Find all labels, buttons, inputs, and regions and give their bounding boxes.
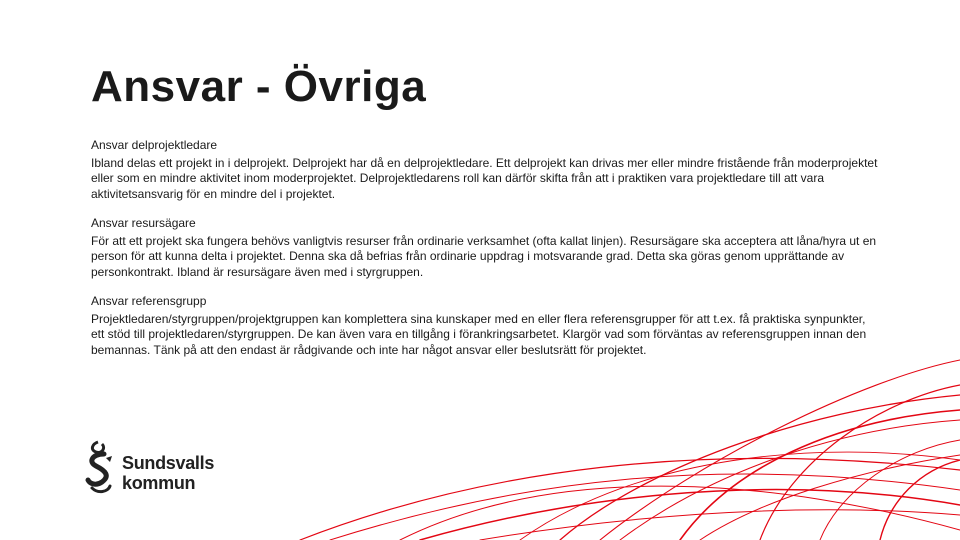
section-delprojektledare — [91, 138, 881, 202]
slide-body — [91, 138, 881, 372]
logo-line-2: kommun — [122, 473, 196, 493]
section-heading: Ansvar referensgrupp — [91, 294, 207, 308]
dragon-emblem-icon — [84, 438, 118, 496]
section-heading: Ansvar delprojektledare — [91, 138, 218, 152]
section-resursagare — [91, 216, 881, 280]
section-heading: Ansvar resursägare — [91, 216, 196, 230]
slide-title: Ansvar - Övriga — [91, 62, 427, 111]
logo-text — [122, 453, 214, 493]
section-text: För att ett projekt ska fungera behövs vanligtvis resurser från ordinarie verksamhet (ofta kallat linjen). Resursägare ska acceptera att låna/hyra ut en person för att kunna delta i projektet. Denna ska då befrias från ordinarie uppdrag i motsvarande grad. Detta ska göras genom upprättande av personkontrakt. Ibland är resursägare även med i styrgruppen. — [91, 233, 877, 279]
logo-line-1: Sundsvalls — [122, 453, 215, 473]
section-text: Ibland delas ett projekt in i delprojekt. Delprojekt har då en delprojektledare. Ett delprojekt kan drivas mer eller mindre fristående från moderprojektet eller som en mindre aktivitet inom moderprojektet. Delprojektledarens roll kan därför skifta från att i praktiken vara projektledare till att vara aktivitetsansvarig för en mindre del i projektet. — [91, 155, 878, 201]
sundsvalls-kommun-logo — [84, 438, 244, 498]
section-referensgrupp — [91, 294, 881, 358]
section-text: Projektledaren/styrgruppen/projektgruppen kan komplettera sina kunskaper med en eller flera referensgrupper för att t.ex. få praktiska synpunkter, ett stöd till projektledaren/styrgruppen. De kan även vara en tillgång i förankringsarbetet. Klargör vad som förväntas av referensgruppen innan den bemannas. Tänk på att den endast är rådgivande och inte har något ansvar eller beslutsrätt för projektet. — [91, 311, 867, 357]
